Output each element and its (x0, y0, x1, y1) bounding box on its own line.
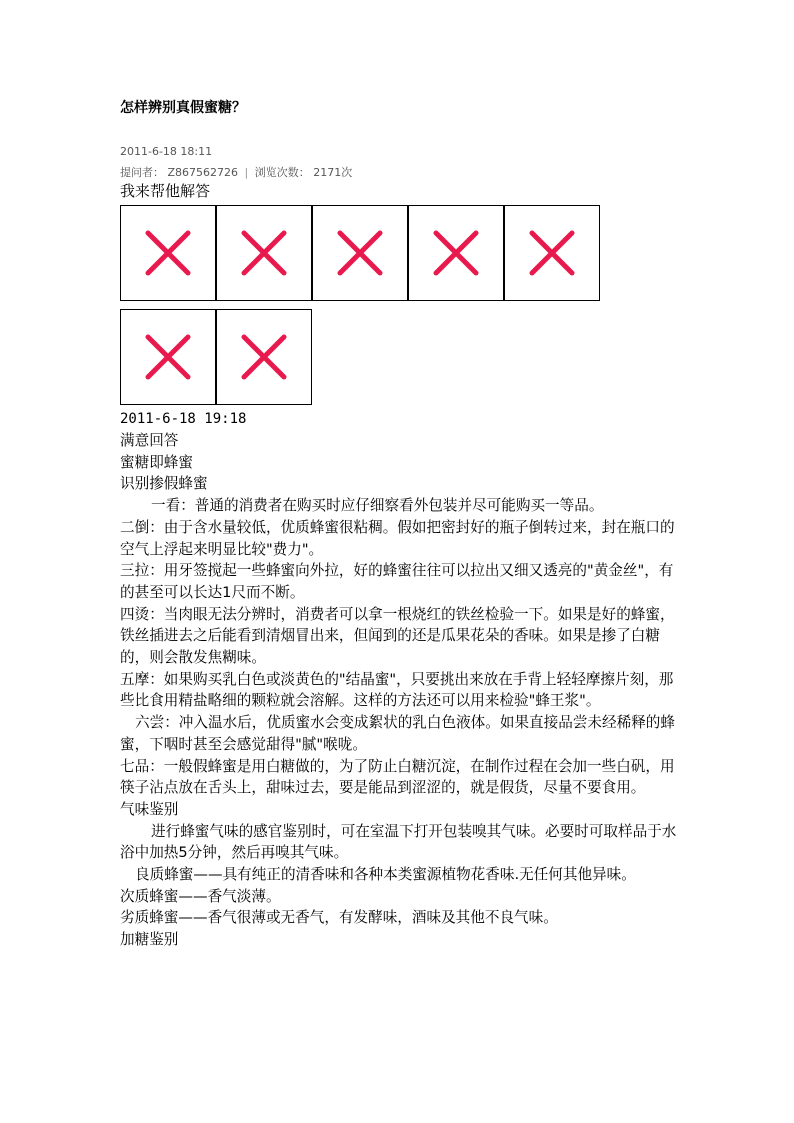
views-count: 2171次 (313, 166, 353, 179)
answer-line: 六尝：冲入温水后，优质蜜水会变成絮状的乳白色液体。如果直接品尝未经稀释的蜂蜜，下咽时甚至会感觉甜得"腻"喉咙。 (120, 714, 675, 753)
question-title: 怎样辨别真假蜜糖？ (120, 100, 246, 116)
answer-line: 七品：一般假蜂蜜是用白糖做的，为了防止白糖沉淀，在制作过程在会加一些白矾，用筷子沾点放在舌头上，甜味过去，要是能品到涩涩的，就是假货，尽量不要食用。 (120, 757, 675, 797)
answer-line: 劣质蜂蜜——香气很薄或无香气，有发酵味，酒味及其他不良气味。 (120, 909, 558, 927)
answer-line: 进行蜂蜜气味的感官鉴别时，可在室温下打开包装嗅其气味。必要时可取样品于水浴中加热5分钟，然后再嗅其气味。 (120, 822, 677, 862)
broken-image-icon (313, 206, 407, 300)
meta-separator: | (244, 166, 249, 179)
image-placeholder[interactable] (504, 205, 600, 301)
image-placeholder[interactable] (216, 205, 312, 301)
answer-line: 二倒：由于含水量较低，优质蜂蜜很粘稠。假如把密封好的瓶子倒转过来，封在瓶口的空气上浮起来明显比较"费力"。 (120, 518, 675, 558)
answer-label: 满意回答 (120, 432, 179, 449)
broken-image-icon (217, 206, 311, 300)
image-placeholder[interactable] (120, 309, 216, 405)
section-heading: 气味鉴别 (120, 800, 179, 818)
question-meta (120, 164, 352, 180)
answer-line: 五摩：如果购买乳白色或淡黄色的"结晶蜜"，只要挑出来放在手背上轻轻摩擦片刻，那些比食用精盐略细的颗粒就会溶解。这样的方法还可以用来检验"蜂王浆"。 (120, 670, 674, 710)
image-placeholder[interactable] (120, 205, 216, 301)
broken-image-icon (121, 310, 215, 404)
answer-line: 次质蜂蜜——香气淡薄。 (120, 887, 281, 905)
broken-image-icon (409, 206, 503, 300)
broken-image-icon (505, 206, 599, 300)
views-label: 浏览次数： (254, 166, 310, 179)
answer-line: 蜜糖即蜂蜜 (120, 453, 193, 471)
answer-datetime: 2011-6-18 19:18 (120, 411, 247, 427)
asker-name[interactable]: Z867562726 (167, 166, 239, 179)
answer-body (120, 430, 680, 951)
image-placeholder[interactable] (312, 205, 408, 301)
image-placeholder[interactable] (216, 309, 312, 405)
broken-image-icon (121, 206, 215, 300)
broken-image-icon (217, 310, 311, 404)
help-answer-link[interactable]: 我来帮他解答 (120, 182, 211, 200)
question-datetime: 2011-6-18 18:11 (120, 145, 213, 158)
asker-label: 提问者： (120, 166, 164, 179)
answer-line: 良质蜂蜜——具有纯正的清香味和各种本类蜜源植物花香味.无任何其他异味。 (135, 866, 636, 884)
answer-line: 一看：普通的消费者在购买时应仔细察看外包装并尽可能购买一等品。 (151, 497, 604, 515)
section-heading: 识别掺假蜂蜜 (120, 475, 208, 493)
section-heading: 加糖鉴别 (120, 931, 179, 949)
answer-line: 三拉：用牙签搅起一些蜂蜜向外拉，好的蜂蜜往往可以拉出又细又透亮的"黄金丝"，有的甚至可以长达1尺而不断。 (120, 562, 674, 601)
answer-line: 四烫：当肉眼无法分辨时，消费者可以拿一根烧红的铁丝检验一下。如果是好的蜂蜜，铁丝插进去之后能看到清烟冒出来，但闻到的还是瓜果花朵的香味。如果是掺了白糖的，则会散发焦糊味。 (120, 605, 675, 667)
image-placeholder[interactable] (408, 205, 504, 301)
